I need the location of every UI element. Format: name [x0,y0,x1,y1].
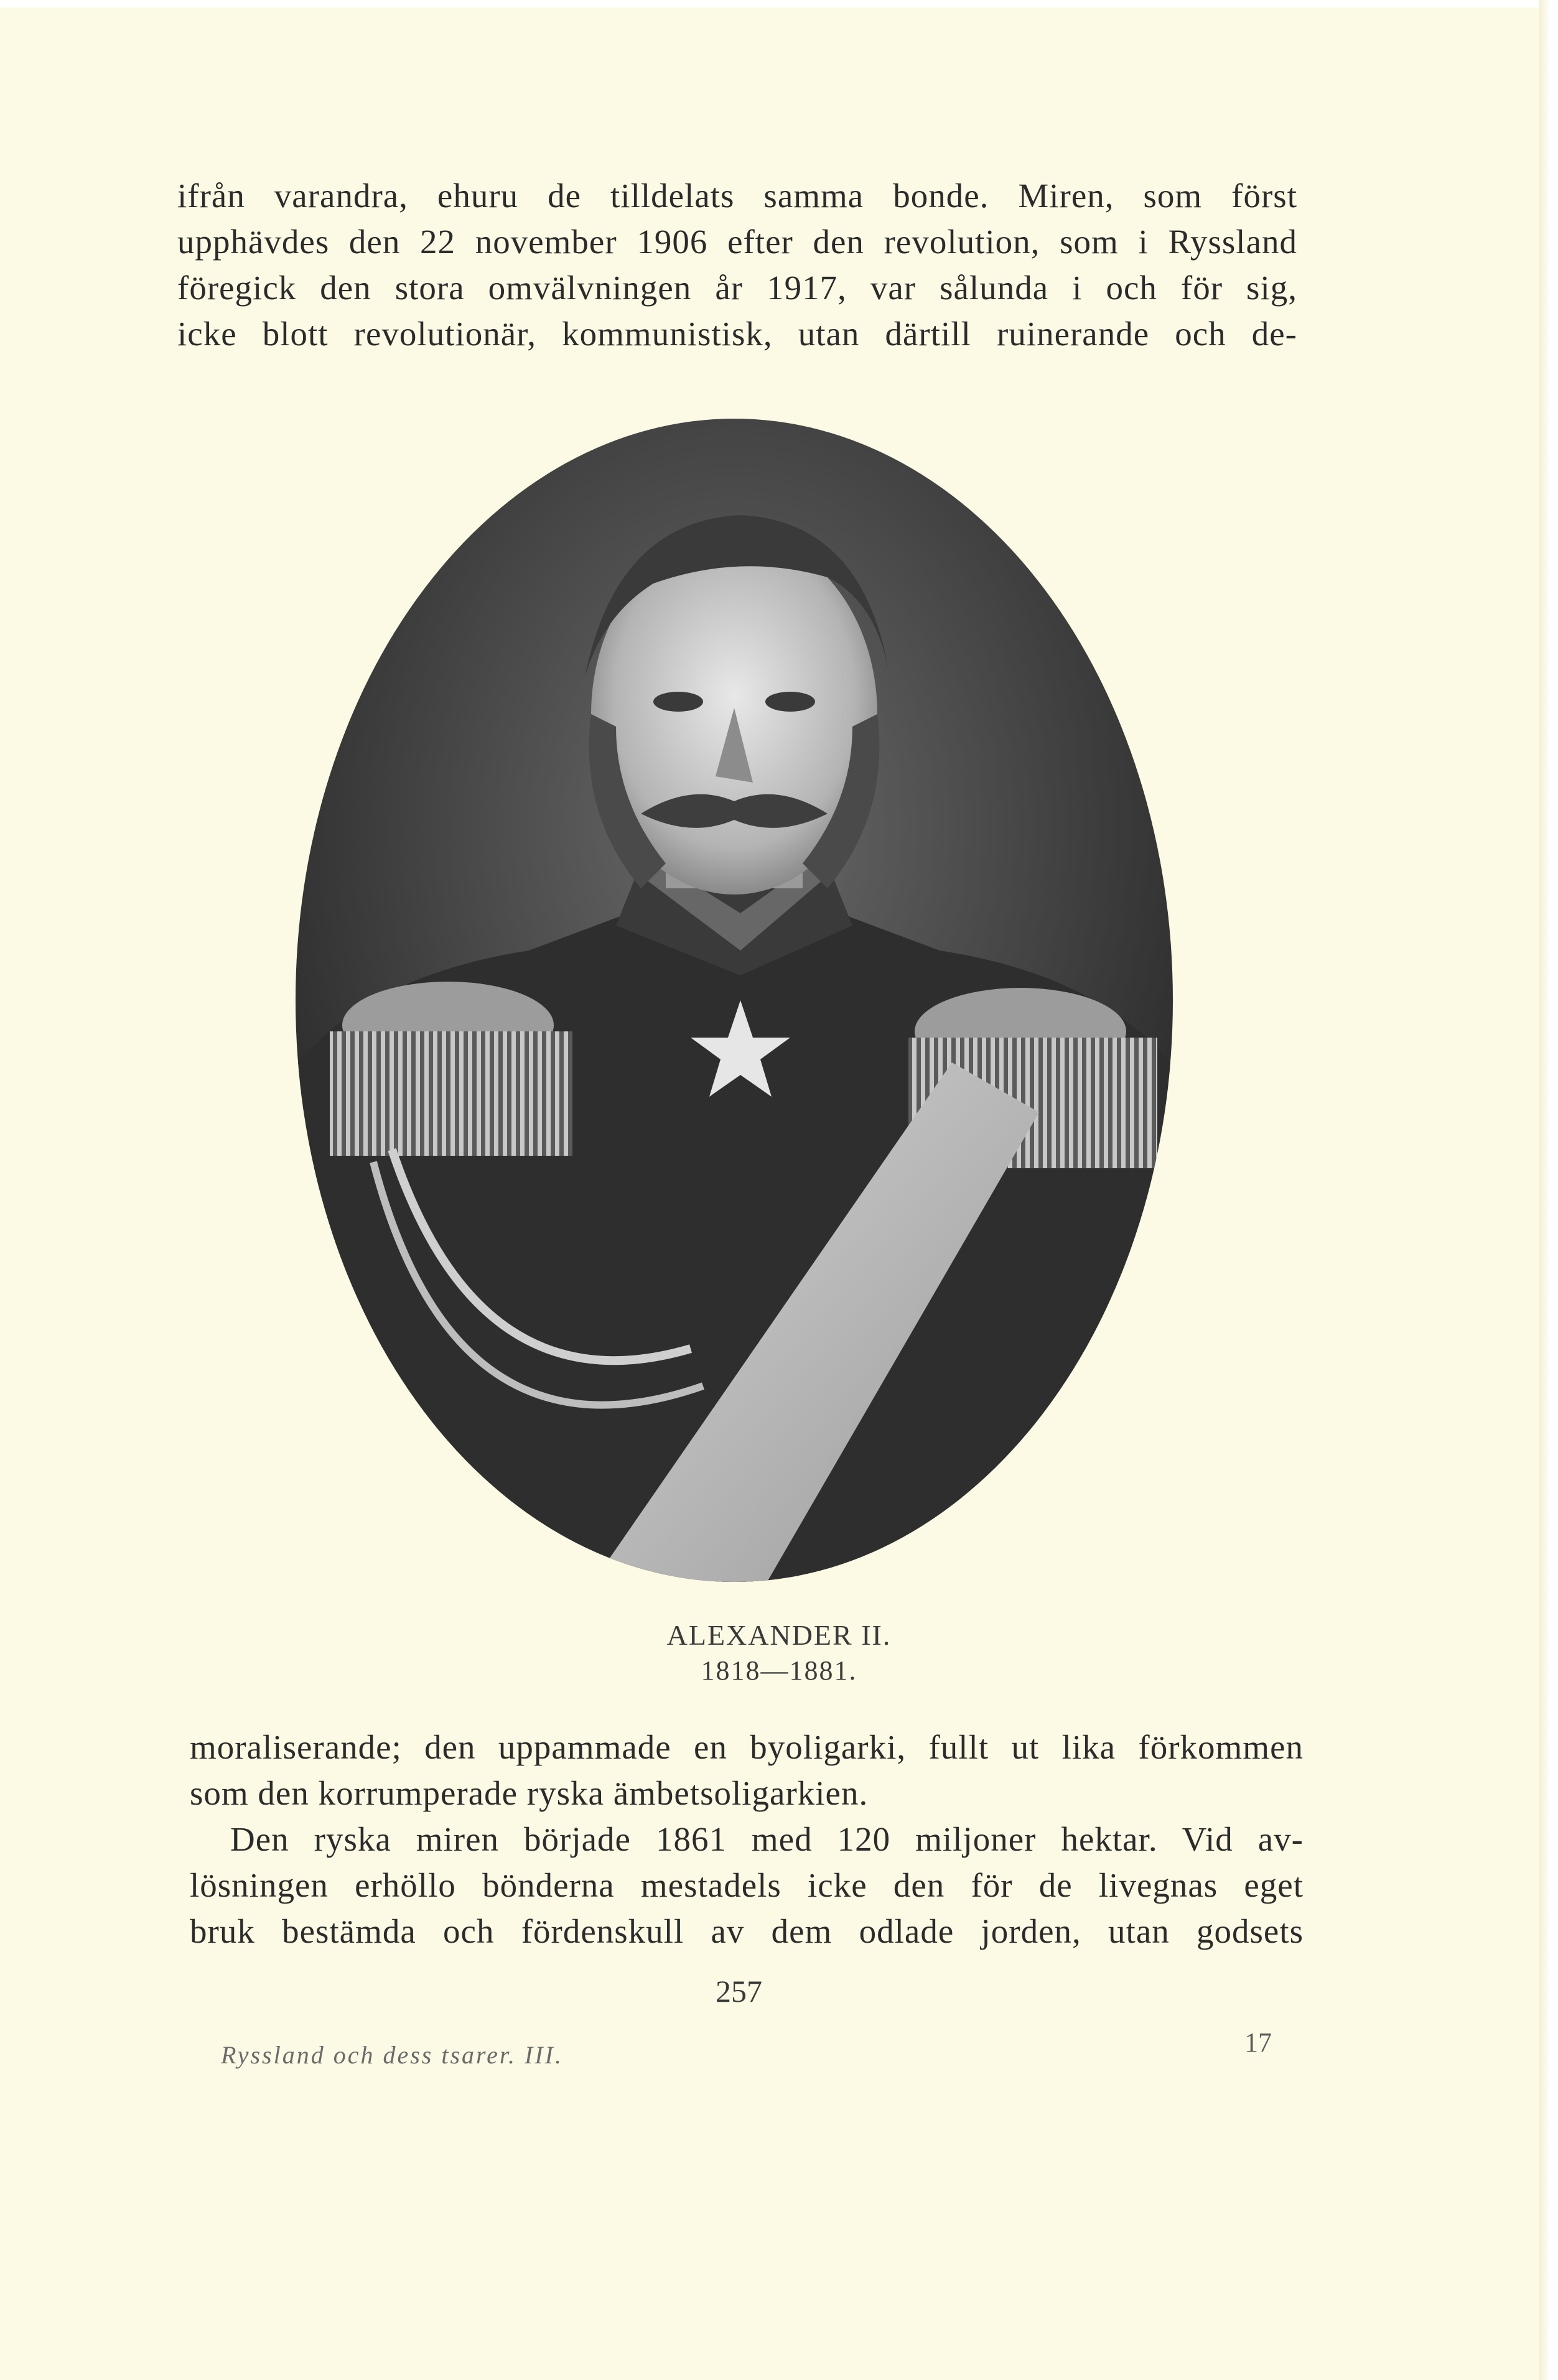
text-line: lösningen erhöllo bönderna mestadels icke den för de livegnas eget [190,1866,1304,1904]
text-line: ifrån varandra, ehuru de tilldelats samma bonde. Miren, som först [177,177,1297,215]
text-line: bruk bestämda och fördenskull av dem odlade jorden, utan godsets [190,1912,1304,1950]
caption-name: ALEXANDER II. [666,1619,892,1651]
portrait-image [292,416,1176,1585]
text-line: upphävdes den 22 november 1906 efter den revolution, som i Ryssland [177,223,1297,261]
page-number: 257 [716,1974,762,2009]
text-line: som den korrumperade ryska ämbetsoligarkien. [190,1774,869,1812]
portrait-oval [292,416,1176,1585]
top-paragraph [177,173,1297,357]
page-top-edge [0,0,1558,7]
bottom-paragraph [190,1724,1304,1955]
page-right-edge [1539,0,1558,2380]
text-line: Den ryska miren började 1861 med 120 miljoner hektar. Vid av- [230,1820,1304,1858]
footer-book-title: Ryssland och dess tsarer. III. [221,2041,563,2069]
text-line: icke blott revolutionär, kommunistisk, utan därtill ruinerande och de- [177,315,1297,353]
text-line: moraliserande; den uppammade en byoligarki, fullt ut lika förkommen [190,1728,1304,1766]
footer-signature-mark: 17 [1244,2027,1272,2058]
text-line: föregick den stora omvälvningen år 1917, var sålunda i och för sig, [177,269,1297,307]
caption-years: 1818—1881. [701,1655,857,1686]
